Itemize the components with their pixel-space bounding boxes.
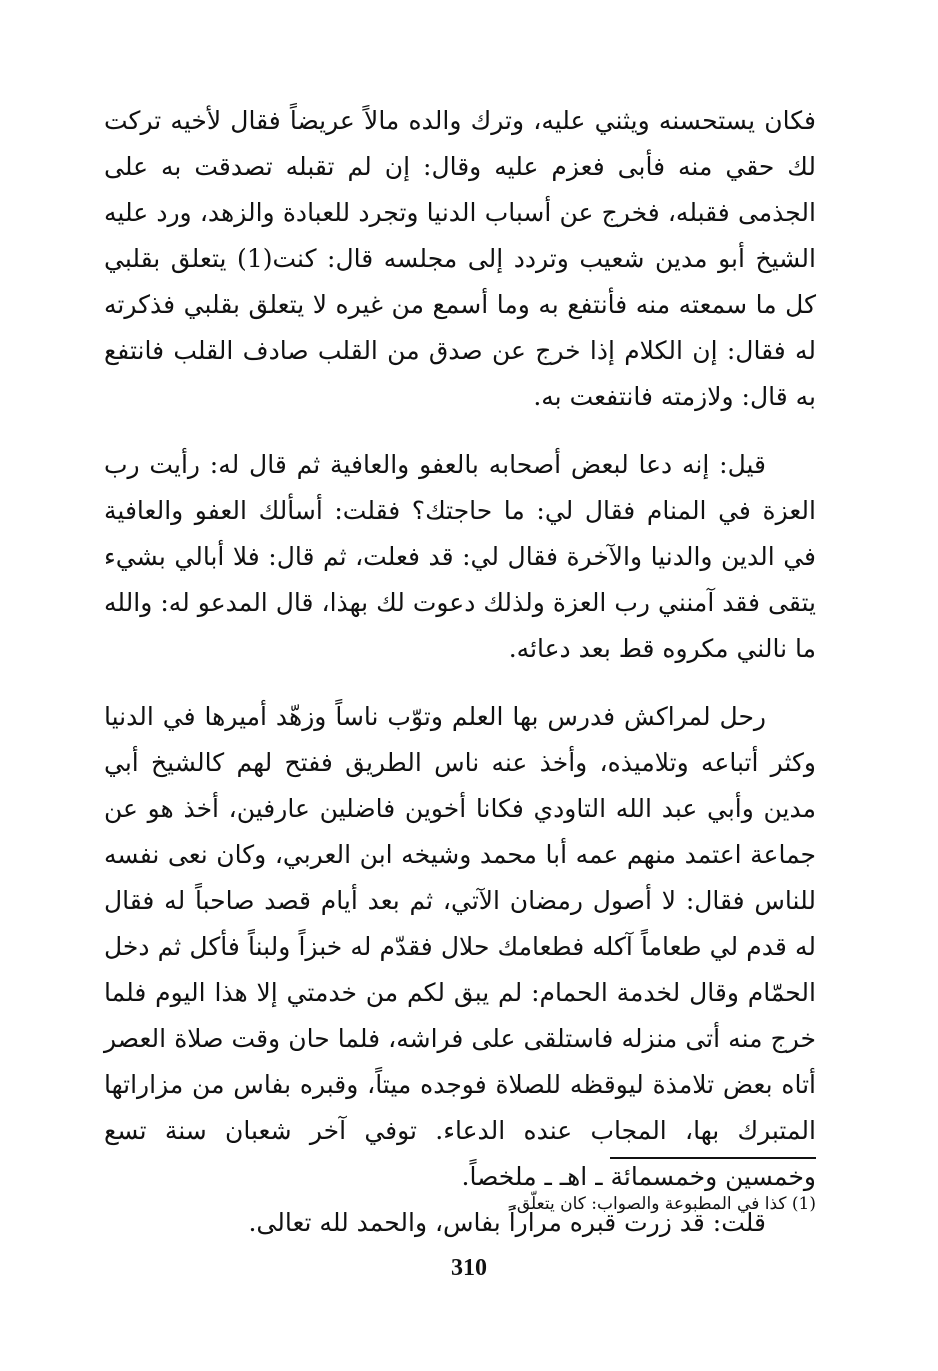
footnote-divider — [610, 1157, 816, 1159]
page-number: 310 — [451, 1255, 487, 1281]
footnote: (1) كذا في المطبوعة والصواب: كان يتعلّق. — [511, 1194, 816, 1214]
paragraph-3: رحل لمراكش فدرس بها العلم وتوّب ناساً وزهّد أميرها في الدنيا وكثر أتباعه وتلاميذه، وأخذ عنه ناس الطريق ففتح لهم كالشيخ أبي مدين وأبي عبد الله التاودي فكانا أخوين فاضلين عارفين، أخذ هو عن جماعة اعتمد منهم عمه أبا محمد وشيخه ابن العربي، وكان نعى نفسه للناس فقال: لا أصول رمضان الآتي، ثم بعد أيام قصد صاحباً له فقال له قدم لي طعاماً آكله فطعامك حلال فقدّم له خبزاً ولبناً فأكل ثم دخل الحمّام وقال لخدمة الحمام: لم يبق لكم من خدمتي إلا هذا اليوم فلما خرج منه أتى منزله فاستلقى على فراشه، فلما حان وقت صلاة العصر أتاه بعض تلامذة ليوقظه للصلاة فوجده ميتاً، وقبره بفاس من مزاراتها المتبرك بها، المجاب عنده الدعاء. توفي آخر شعبان سنة تسع وخمسين وخمسمائة ـ اهـ ـ ملخصاً. — [104, 702, 816, 1191]
main-text — [104, 98, 816, 1246]
closing-note: قلت: قد زرت قبره مراراً بفاس، والحمد لله تعالى. — [248, 1208, 766, 1237]
paragraph-2: قيل: إنه دعا لبعض أصحابه بالعفو والعافية ثم قال له: رأيت رب العزة في المنام فقال لي: ما حاجتك؟ فقلت: أسألك العفو والعافية في الدين والدنيا والآخرة فقال لي: قد فعلت، ثم قال: فلا أبالي بشيء يتقى فقد آمنني رب العزة ولذلك دعوت لك بهذا، قال المدعو له: والله ما نالني مكروه قط بعد دعائه. — [104, 450, 816, 663]
paragraph-1: فكان يستحسنه ويثني عليه، وترك والده مالاً عريضاً فقال لأخيه تركت لك حقي منه فأبى فعزم عليه وقال: إن لم تقبله تصدقت به على الجذمى فقبله، فخرج عن أسباب الدنيا وتجرد للعبادة والزهد، ورد عليه الشيخ أبو مدين شعيب وتردد إلى مجلسه قال: كنت(1) يتعلق بقلبي كل ما سمعته منه فأنتفع به وما أسمع من غيره لا يتعلق بقلبي فذكرته له فقال: إن الكلام إذا خرج عن صدق من القلب صادف القلب فانتفع به قال: ولازمته فانتفعت به. — [104, 106, 816, 411]
